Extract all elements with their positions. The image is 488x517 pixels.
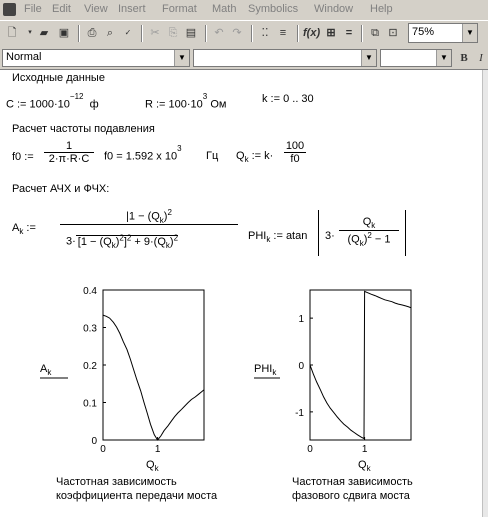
style-select[interactable]: [2, 49, 190, 67]
x-axis-label: $Q_k$: [358, 459, 371, 473]
chart-caption-line1: Частотная зависимость: [292, 476, 413, 488]
menu-symbolics[interactable]: Symbolics: [248, 3, 299, 15]
new-dropdown-icon[interactable]: ▾: [28, 29, 32, 36]
f0-numerator: 1: [65, 140, 73, 152]
phi-den-sub: k: [359, 239, 364, 249]
q-mid: := k·: [251, 150, 274, 162]
phase-chart[interactable]: [250, 280, 488, 517]
a-num-text: |1 − (Q: [126, 210, 160, 223]
align-across-icon[interactable]: ⁚⁚: [261, 27, 269, 39]
a-den-sq3: 2: [173, 233, 179, 242]
menu-view[interactable]: View: [84, 3, 108, 15]
y-tick-label: 0.4: [83, 286, 97, 297]
y-tick-label: 0.2: [83, 361, 97, 372]
phi-denominator: [339, 230, 399, 248]
chart-caption-line1: Частотная зависимость: [56, 476, 177, 488]
phi-numerator: [339, 216, 399, 230]
a-assign: :=: [26, 222, 36, 234]
a-num-sub: k: [159, 215, 164, 225]
print-icon[interactable]: ⎙: [87, 27, 97, 39]
chevron-down-icon[interactable]: ▼: [462, 24, 477, 42]
a-num-close: ): [163, 210, 168, 223]
heading-frequency: Расчет частоты подавления: [12, 123, 155, 135]
phi-den-close: ): [363, 233, 368, 246]
a-den-sq1: 2: [119, 233, 124, 242]
a-num-sq: 2: [167, 208, 172, 217]
menu-math[interactable]: Math: [212, 3, 237, 15]
worksheet[interactable]: [0, 70, 488, 517]
r-def-text: R := 100·10: [145, 98, 203, 111]
a-den-mid2: ): [115, 235, 120, 248]
style-value: Normal: [6, 51, 42, 63]
x-tick-label: 0: [100, 444, 106, 455]
plot-frame: [310, 290, 411, 440]
heading-input-data: Исходные данные: [12, 72, 105, 84]
y-tick-label: 0: [298, 361, 304, 372]
insert-function-icon[interactable]: f(x): [303, 27, 321, 39]
calculate-icon[interactable]: =: [345, 27, 353, 39]
phi-den-text: (Q: [347, 233, 360, 246]
r-unit: Ом: [210, 98, 227, 111]
vertical-scrollbar[interactable]: [482, 70, 488, 517]
phi-lhs-sub: k: [266, 235, 271, 245]
align-down-icon[interactable]: ≡: [279, 27, 287, 39]
size-select[interactable]: [380, 49, 452, 67]
y-tick-label: 0.3: [83, 323, 97, 335]
amplitude-chart[interactable]: [0, 280, 250, 517]
phi-three: 3·: [325, 230, 335, 242]
chart-caption-line2: фазового сдвига моста: [292, 490, 410, 502]
phi-den-sq: 2: [367, 231, 372, 241]
c-def-text: C := 1000·10: [6, 98, 70, 111]
zoom-select[interactable]: [408, 23, 478, 43]
font-select[interactable]: [193, 49, 377, 67]
x-tick-label: 1: [154, 444, 161, 455]
a-lhs: [12, 222, 36, 236]
q-sub: k: [244, 155, 249, 165]
insert-unit-icon[interactable]: ⊞: [326, 27, 336, 39]
amplitude-series-line: [103, 315, 204, 440]
menu-bar: [0, 0, 488, 20]
menu-format[interactable]: Format: [162, 3, 197, 15]
redo-icon[interactable]: ↷: [232, 27, 242, 39]
c-exponent: −12: [69, 92, 84, 101]
a-den-tail: ]: [123, 235, 127, 248]
a-denominator: [60, 227, 238, 249]
phi-lhs: [248, 230, 307, 244]
q-numerator: 100: [285, 140, 305, 152]
menu-help[interactable]: Help: [370, 3, 393, 15]
y-axis-label: $A_k$: [40, 363, 52, 377]
phase-series-line: [310, 291, 411, 438]
paste-icon[interactable]: ▤: [185, 27, 197, 39]
print-preview-icon[interactable]: ⌕: [106, 27, 114, 39]
phi-fraction: [339, 216, 399, 248]
formatting-toolbar: [0, 47, 488, 70]
open-folder-icon[interactable]: ▰: [39, 27, 49, 39]
a-den-mid: [1 − (Q: [77, 235, 112, 248]
app-icon[interactable]: [3, 3, 16, 16]
a-lhs-sub: k: [19, 227, 24, 237]
x-tick-label: 1: [361, 444, 368, 455]
chevron-down-icon[interactable]: ▼: [174, 50, 189, 66]
a-den-sq2: 2: [126, 233, 132, 242]
a-den-sub1: k: [111, 240, 116, 250]
save-icon[interactable]: ▣: [58, 27, 70, 39]
f0-result-text: f0 = 1.592 x 10: [104, 150, 178, 163]
a-den-pre: 3·: [66, 235, 76, 248]
q-fraction[interactable]: [284, 140, 306, 165]
italic-button[interactable]: I: [479, 52, 483, 64]
r-exponent: 3: [202, 92, 208, 101]
x-axis-label: $Q_k$: [146, 459, 159, 473]
chevron-down-icon[interactable]: ▼: [436, 50, 451, 66]
chart-caption-line2: коэффициента передачи моста: [56, 490, 218, 502]
resistor-definition[interactable]: [145, 92, 227, 111]
y-tick-label: 1: [298, 314, 304, 326]
c-unit: ф: [89, 98, 99, 111]
bold-button[interactable]: B: [460, 52, 468, 64]
q-lhs: Q: [236, 150, 245, 162]
chevron-down-icon[interactable]: ▼: [361, 50, 376, 66]
resource-center-icon[interactable]: ⧉: [371, 27, 379, 39]
y-tick-label: 0: [91, 436, 97, 447]
y-axis-label: $PHI_k$: [254, 363, 277, 377]
f0-denominator: 2·π·R·C: [44, 152, 94, 165]
new-document-icon[interactable]: 🗋: [7, 27, 17, 39]
menu-window[interactable]: Window: [314, 3, 354, 15]
spell-check-icon[interactable]: ✓: [124, 28, 132, 37]
f0-exponent: 3: [177, 144, 182, 153]
cut-icon[interactable]: ✂: [150, 27, 160, 39]
menu-insert[interactable]: Insert: [118, 3, 146, 15]
phi-lhs-text: PHI: [248, 230, 267, 242]
undo-icon[interactable]: ↶: [214, 27, 224, 39]
phi-assign: := atan: [273, 230, 308, 242]
a-den-plus: + 9·(Q: [134, 235, 166, 248]
f0-unit: Гц: [206, 150, 219, 162]
plot-frame: [103, 290, 204, 440]
menu-edit[interactable]: Edit: [52, 3, 71, 15]
q-denominator: f0: [284, 152, 306, 165]
a-den-end: ): [169, 235, 174, 248]
f0-fraction[interactable]: [44, 140, 94, 165]
x-tick-label: 0: [307, 444, 313, 455]
f0-lhs: f0 :=: [12, 151, 34, 163]
phi-num-text: Q: [362, 216, 372, 228]
copy-icon[interactable]: ⎘: [168, 27, 178, 39]
a-lhs-text: A: [12, 222, 20, 234]
a-den-root: [76, 235, 178, 248]
menu-file[interactable]: File: [24, 3, 42, 15]
phi-bracket[interactable]: [318, 210, 406, 256]
capacitor-definition[interactable]: [6, 92, 99, 111]
a-numerator: [60, 208, 238, 224]
phi-den-minus: − 1: [374, 233, 391, 246]
range-definition[interactable]: k := 0 .. 30: [262, 93, 314, 105]
a-formula[interactable]: [60, 208, 238, 249]
a-den-sub2: k: [165, 240, 170, 250]
y-tick-label: -1: [295, 407, 304, 419]
help-icon[interactable]: ⊡: [388, 27, 398, 39]
phi-num-sub: k: [371, 221, 376, 231]
heading-response: Расчет АЧХ и ФЧХ:: [12, 183, 110, 195]
q-definition[interactable]: [236, 150, 273, 164]
zoom-value: 75%: [412, 26, 435, 38]
f0-result[interactable]: [104, 144, 182, 163]
y-tick-label: 0.1: [83, 398, 97, 410]
